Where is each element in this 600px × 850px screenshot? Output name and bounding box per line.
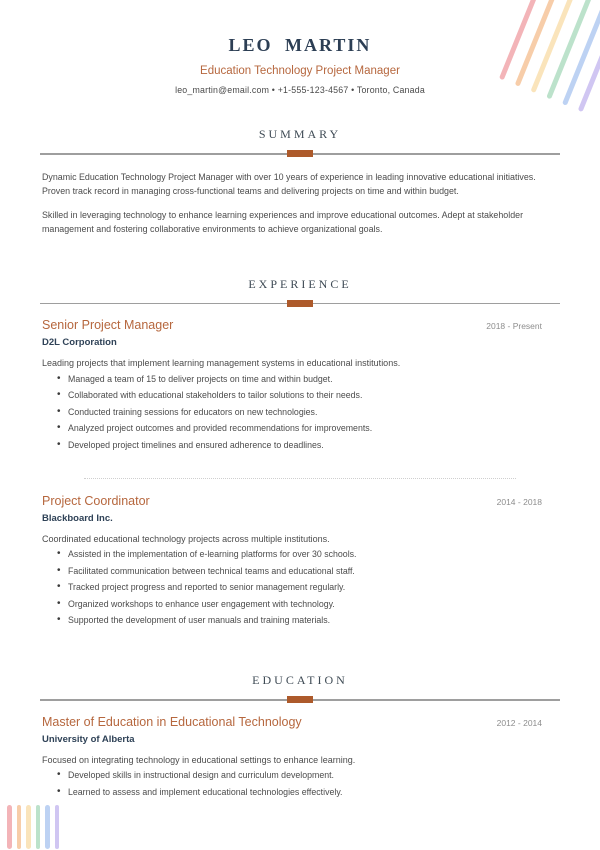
company-name: Blackboard Inc. xyxy=(42,512,113,524)
stripe-orange xyxy=(17,805,22,849)
job-bullet-list xyxy=(42,374,558,451)
job-dates: 2014 - 2018 xyxy=(496,496,542,507)
summary-heading: SUMMARY xyxy=(258,127,342,141)
stripe-green xyxy=(36,805,41,849)
bullet-item: • Conducted training sessions for educators on new technologies. xyxy=(42,407,558,418)
section-rule xyxy=(40,303,560,305)
stripe-blue xyxy=(45,805,50,849)
education-section xyxy=(0,673,600,798)
job-summary: Coordinated educational technology projects across multiple institutions. xyxy=(42,533,330,544)
degree-dates: 2012 - 2014 xyxy=(496,717,542,728)
job-title-row xyxy=(42,318,558,332)
contact-line: leo_martin@email.com • +1-555-123-4567 • Toronto, Canada xyxy=(175,85,425,95)
job-summary: Leading projects that implement learning management systems in educational institutions. xyxy=(42,358,401,369)
rule-accent-bar xyxy=(287,696,313,703)
degree-title-row xyxy=(42,715,558,729)
school-name: University of Alberta xyxy=(42,733,135,745)
experience-section xyxy=(0,277,600,626)
summary-paragraph: Skilled in leveraging technology to enhance learning experiences and improve educational outcomes. Adept at stakeholder management and fostering collaborative environments to achieve organizational goals. xyxy=(42,210,524,235)
candidate-name: LEO MARTIN xyxy=(228,35,372,55)
bullet-item: • Organized workshops to enhance user engagement with technology. xyxy=(42,599,558,610)
rule-accent-bar xyxy=(287,300,313,307)
education-entry xyxy=(42,715,558,798)
section-rule xyxy=(40,699,560,701)
bullet-item: • Learned to assess and implement educational technologies effectively. xyxy=(42,787,558,798)
bullet-item: • Managed a team of 15 to deliver projects on time and within budget. xyxy=(42,374,558,385)
job-title-row xyxy=(42,494,558,508)
company-name: D2L Corporation xyxy=(42,337,117,349)
bullet-item: • Assisted in the implementation of e-learning platforms for over 30 schools. xyxy=(42,549,558,560)
degree-title: Master of Education in Educational Technology xyxy=(42,714,302,729)
degree-bullet-list xyxy=(42,770,558,797)
education-heading: EDUCATION xyxy=(252,673,348,688)
job-dates: 2018 - Present xyxy=(486,321,542,332)
stripe-purple xyxy=(55,805,60,849)
degree-summary: Focused on integrating technology in educational settings to enhance learning. xyxy=(42,754,356,765)
summary-paragraph: Dynamic Education Technology Project Manager with over 10 years of experience in leading innovative educational initiatives. Proven track record in managing cross-functional teams and delivering projects on time and within budget. xyxy=(42,171,536,196)
section-rule xyxy=(40,153,560,155)
job-title: Senior Project Manager xyxy=(42,318,174,333)
job-divider xyxy=(84,478,516,479)
stripe-yellow xyxy=(26,805,31,849)
bullet-item: • Supported the development of user manuals and training materials. xyxy=(42,615,558,626)
bullet-item: • Collaborated with educational stakeholders to tailor solutions to their needs. xyxy=(42,390,558,401)
decorative-stripes-bottom-left xyxy=(7,805,59,849)
bullet-item: • Tracked project progress and reported to senior management regularly. xyxy=(42,582,558,593)
job-title: Project Coordinator xyxy=(42,493,150,508)
stripe-pink xyxy=(7,805,12,849)
rule-accent-bar xyxy=(287,150,313,157)
job-bullet-list xyxy=(42,549,558,626)
candidate-title: Education Technology Project Manager xyxy=(200,65,400,77)
experience-heading: EXPERIENCE xyxy=(248,276,352,291)
bullet-item: • Developed skills in instructional design and curriculum development. xyxy=(42,770,558,781)
summary-section xyxy=(0,127,600,237)
resume-header xyxy=(0,0,600,95)
bullet-item: • Developed project timelines and ensured adherence to deadlines. xyxy=(42,440,558,451)
bullet-item: • Facilitated communication between technical teams and educational staff. xyxy=(42,566,558,577)
job-entry xyxy=(42,318,558,450)
job-entry xyxy=(42,494,558,626)
bullet-item: • Analyzed project outcomes and provided recommendations for improvements. xyxy=(42,423,558,434)
